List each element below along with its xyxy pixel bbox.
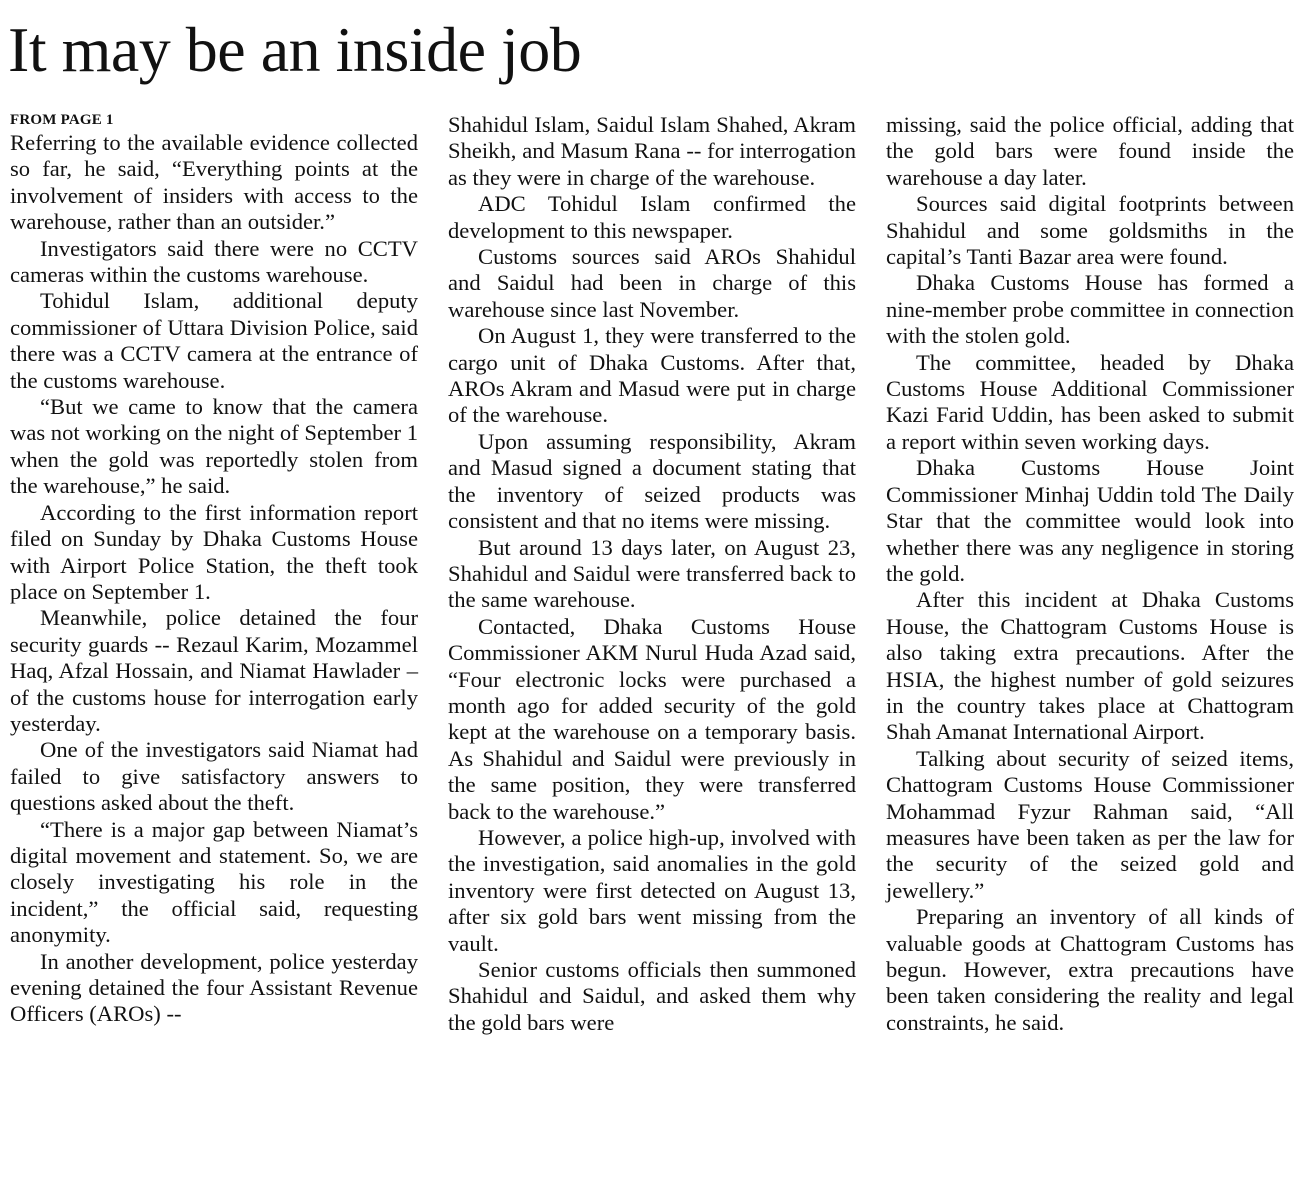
article-paragraph: Talking about security of seized items, Chattogram Customs House Commissioner Mohammad Fyzur Rahman said, “All measures have been taken as per the law for the security of the seized gold and jewellery.” <box>886 745 1294 903</box>
article-column-3 <box>886 112 1294 1036</box>
article-paragraph: After this incident at Dhaka Customs House, the Chattogram Customs House is also taking extra precautions. After the HSIA, the highest number of gold seizures in the country takes place at Chattogram Shah Amanat International Airport. <box>886 587 1294 745</box>
article-paragraph: Sources said digital footprints between Shahidul and some goldsmiths in the capital’s Tanti Bazar area were found. <box>886 191 1294 270</box>
article-paragraph: One of the investigators said Niamat had failed to give satisfactory answers to questions asked about the theft. <box>10 737 418 816</box>
article-column-1 <box>10 110 418 1028</box>
article-paragraph: But around 13 days later, on August 23, Shahidul and Saidul were transferred back to the same warehouse. <box>448 534 856 613</box>
article-paragraph: Customs sources said AROs Shahidul and Saidul had been in charge of this warehouse since last November. <box>448 244 856 322</box>
article-paragraph: On August 1, they were transferred to the cargo unit of Dhaka Customs. After that, AROs Akram and Masud were put in charge of the warehouse. <box>448 323 856 428</box>
continuation-kicker: FROM PAGE 1 <box>10 112 114 128</box>
article-paragraph: Upon assuming responsibility, Akram and Masud signed a document stating that the inventory of seized products was consistent and that no items were missing. <box>448 428 856 534</box>
article-paragraph: missing, said the police official, adding that the gold bars were found inside the warehouse a day later. <box>886 112 1294 190</box>
article-paragraph: Dhaka Customs House has formed a nine-member probe committee in connection with the stolen gold. <box>886 270 1294 349</box>
article-column-2 <box>448 112 856 1036</box>
article-paragraph: Preparing an inventory of all kinds of valuable goods at Chattogram Customs has begun. However, extra precautions have been taken considering the reality and legal constraints, he said. <box>886 904 1294 1035</box>
article-paragraph: Senior customs officials then summoned Shahidul and Saidul, and asked them why the gold bars were <box>448 957 856 1035</box>
article-paragraph: ADC Tohidul Islam confirmed the development to this newspaper. <box>448 191 856 243</box>
article-paragraph: Contacted, Dhaka Customs House Commissioner AKM Nurul Huda Azad said, “Four electronic locks were purchased a month ago for added security of the gold kept at the warehouse on a temporary basis. As Shahidul and Saidul were previously in the same position, they were transferred back to the warehouse.” <box>448 613 856 824</box>
article-paragraph: The committee, headed by Dhaka Customs House Additional Commissioner Kazi Farid Uddin, has been asked to submit a report within seven working days. <box>886 349 1294 454</box>
article-paragraph: “There is a major gap between Niamat’s digital movement and statement. So, we are closely investigating his role in the incident,” the official said, requesting anonymity. <box>10 816 418 948</box>
headline: It may be an inside job <box>8 14 582 85</box>
article-paragraph: Dhaka Customs House Joint Commissioner Minhaj Uddin told The Daily Star that the committee would look into whether there was any negligence in storing the gold. <box>886 455 1294 586</box>
article-paragraph: “But we came to know that the camera was not working on the night of September 1 when the gold was reportedly stolen from the warehouse,” he said. <box>10 394 418 499</box>
article-paragraph: In another development, police yesterday evening detained the four Assistant Revenue Officers (AROs) -- <box>10 948 418 1027</box>
article-paragraph: Referring to the available evidence collected so far, he said, “Everything points at the involvement of insiders with access to the warehouse, rather than an outsider.” <box>10 130 418 235</box>
article-paragraph: Tohidul Islam, additional deputy commissioner of Uttara Division Police, said there was a CCTV camera at the entrance of the customs warehouse. <box>10 288 418 393</box>
article-paragraph: According to the first information report filed on Sunday by Dhaka Customs House with Airport Police Station, the theft took place on September 1. <box>10 499 418 604</box>
article-paragraph: However, a police high-up, involved with the investigation, said anomalies in the gold inventory were first detected on August 13, after six gold bars went missing from the vault. <box>448 824 856 956</box>
article-paragraph: Meanwhile, police detained the four security guards -- Rezaul Karim, Mozammel Haq, Afzal Hossain, and Niamat Hawlader – of the customs house for interrogation early yesterday. <box>10 605 418 736</box>
article-paragraph: Shahidul Islam, Saidul Islam Shahed, Akram Sheikh, and Masum Rana -- for interrogation as they were in charge of the warehouse. <box>448 112 856 190</box>
article-paragraph: Investigators said there were no CCTV cameras within the customs warehouse. <box>10 235 418 288</box>
